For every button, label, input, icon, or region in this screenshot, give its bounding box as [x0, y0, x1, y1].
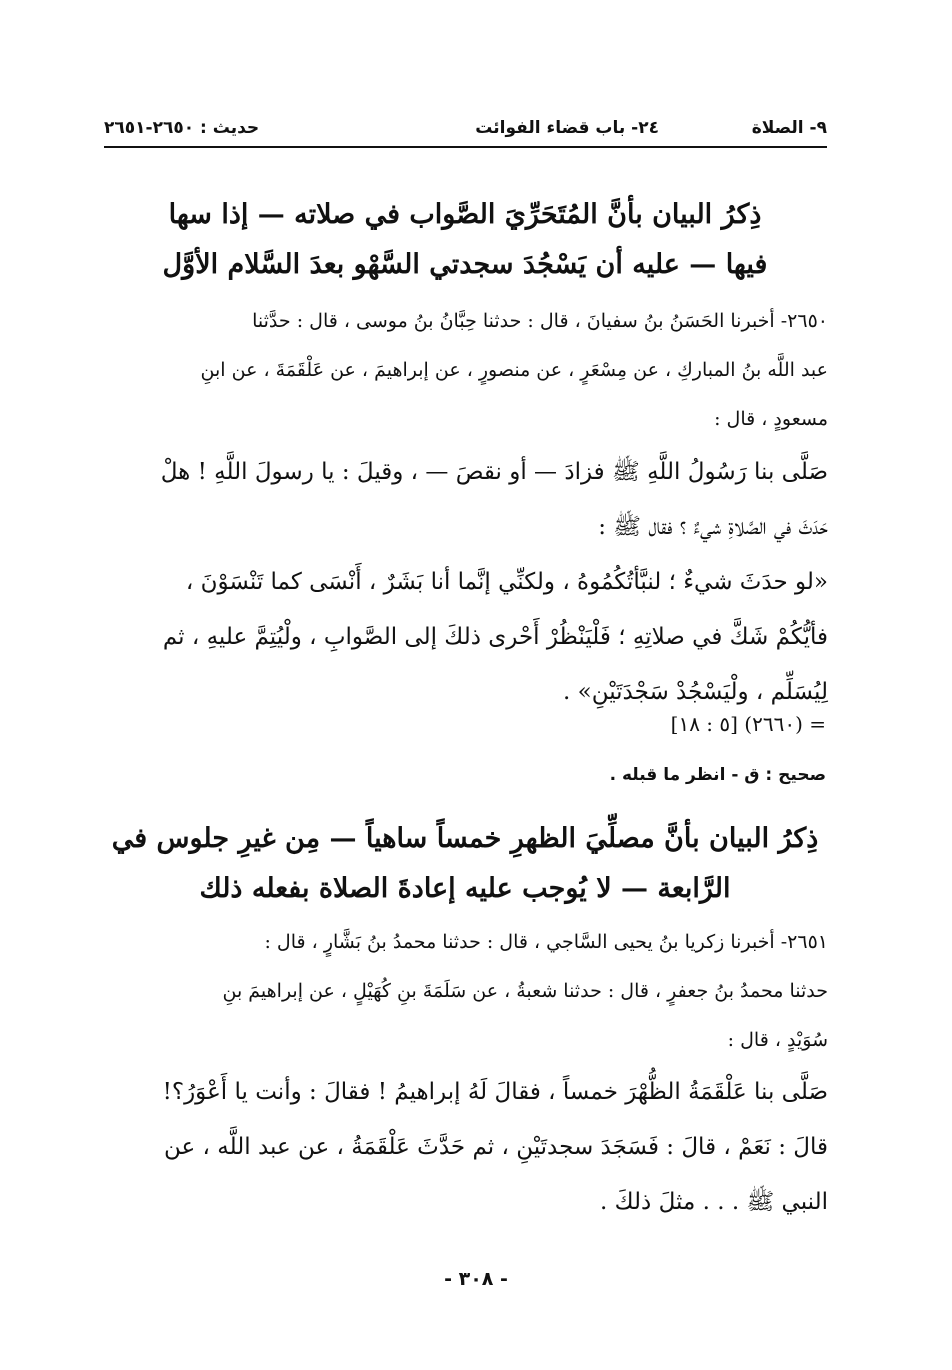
text-line: صَلَّى بنا عَلْقَمَةُ الظُّهْرَ خمساً ، فقالَ لَهُ إبراهيمُ ! فقالَ : وأنت يا أَعْوَرُ؟! — [162, 1079, 828, 1105]
text-line: النبي ﷺ . . . مثلَ ذلكَ . — [600, 1189, 828, 1215]
text-line: ٢٦٥٠- أخبرنا الحَسَنُ بنُ سفيانَ ، قال : حدثنا حِبَّانُ بنُ موسى ، قال : حدَّثنا — [252, 310, 828, 332]
text-line: ٢٦٥١- أخبرنا زكريا بنُ يحيى السَّاجي ، قال : حدثنا محمدُ بنُ بَشَّارٍ ، قال : — [264, 931, 828, 953]
text-line: سُوَيْدٍ ، قال : — [727, 1029, 828, 1051]
section2-heading — [100, 814, 830, 914]
text-line: حدثنا محمدُ بنُ جعفرٍ ، قال : حدثنا شعبةُ ، عن سَلَمَةَ بنِ كُهَيْلٍ ، عن إبراهيمَ بنِ — [222, 980, 828, 1002]
heading-line: فيها — عليه أن يَسْجُدَ سجدتي السَّهْو بعدَ السَّلام الأوَّل — [162, 249, 768, 280]
text-line: صَلَّى بنا رَسُولُ اللَّهِ ﷺ فزادَ — أو نقصَ — ، وقيلَ : يا رسولَ اللَّهِ ! هلْ — [160, 459, 828, 485]
text-line: لِيُسَلِّم ، ولْيَسْجُدْ سَجْدَتَيْنِ» . — [563, 679, 828, 705]
hadith-2650-quote — [104, 555, 828, 720]
text-line: قالَ : نَعَمْ ، قالَ : فَسَجَدَ سجدتَيْنِ ، ثم حَدَّثَ عَلْقَمَةُ ، عن عبد اللَّه ، عن — [164, 1134, 828, 1160]
hadith-2650-grade: صحيح : ق - انظر ما قبله . — [609, 765, 826, 785]
text-line: فأيُّكُمْ شَكَّ في صلاتِهِ ؛ فَلْيَنْظُرْ أَحْرى ذلكَ إلى الصَّوابِ ، ولْيُتِمَّ عليهِ ، ثم — [162, 624, 828, 650]
hadith-2651-isnad — [104, 918, 828, 1065]
header-hadith-range: حديث : ٢٦٥٠-٢٦٥١ — [104, 118, 260, 138]
header-chapter: ٩- الصلاة — [751, 118, 827, 138]
heading-line: ذِكرُ البيان بأنَّ مصلِّيَ الظهرِ خمساً ساهياً — مِن غيرِ جلوس في — [111, 823, 819, 854]
section1-heading — [100, 190, 830, 290]
text-line: عبد اللَّه بنُ المباركِ ، عن مِسْعَرٍ ، عن منصورٍ ، عن إبراهيمَ ، عن عَلْقَمَةَ ، عن ابنِ — [200, 359, 828, 381]
running-header — [104, 108, 827, 148]
page-number: - ٣٠٨ - — [444, 1268, 508, 1290]
header-bab: ٢٤- باب قضاء الفوائت — [475, 118, 659, 138]
heading-line: ذِكرُ البيان بأنَّ المُتَحَرِّيَ الصَّواب في صلاته — إذا سها — [168, 199, 762, 230]
text-line: مسعودٍ ، قال : — [714, 408, 828, 430]
hadith-2651-matn — [104, 1065, 828, 1230]
heading-line: الرَّابعة — لا يُوجب عليه إعادةَ الصلاة بفعله ذلك — [199, 873, 731, 904]
hadith-2650-reference: = (٢٦٦٠) [٥ : ١٨] — [670, 712, 826, 736]
hadith-2650-matn — [104, 445, 828, 555]
text-line: «لو حدَثَ شيءٌ ؛ لنبَّأتُكُمُوهُ ، ولكنِّي إنَّما أنا بَشَرٌ ، أَنْسَى كما تَنْسَوْنَ ، — [185, 569, 828, 595]
text-line: حَدَثَ في الصَّلاةِ شيءٌ ؟ فقال ﷺ : — [598, 514, 828, 540]
hadith-2650-isnad — [104, 297, 828, 444]
